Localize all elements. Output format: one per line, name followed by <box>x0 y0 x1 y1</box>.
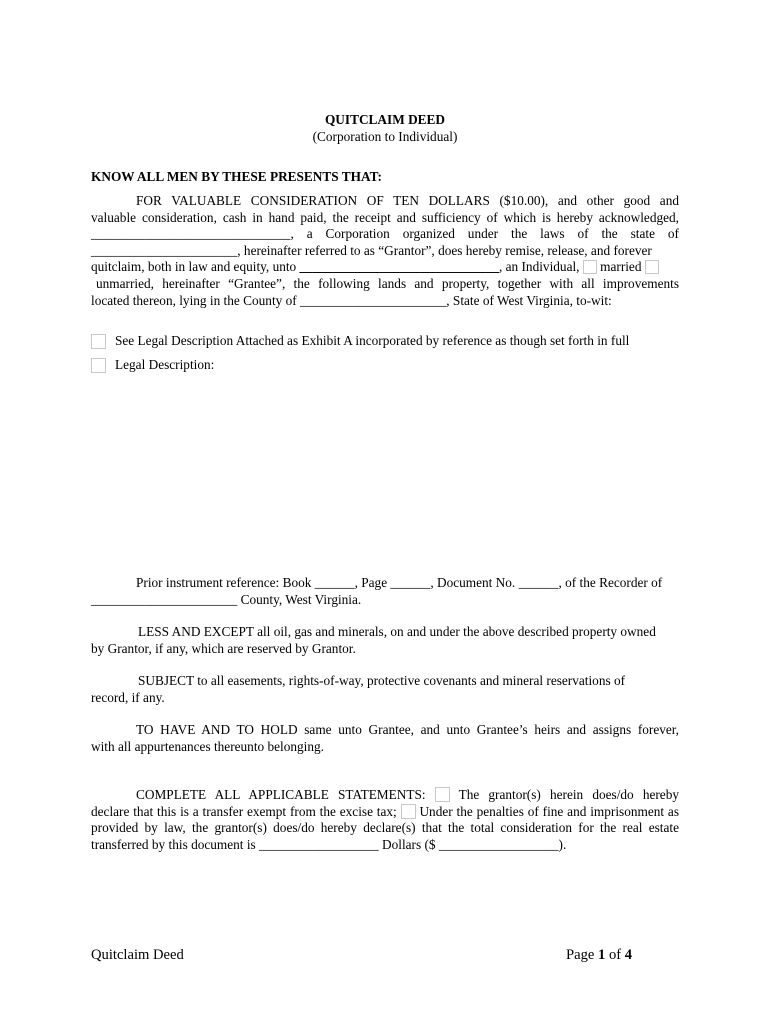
statements-line-4: transferred by this document is __________________ Dollars ($ __________________). <box>91 836 567 852</box>
prior-reference-paragraph <box>91 575 679 608</box>
exempt-checkbox[interactable] <box>435 787 450 802</box>
married-label: married <box>600 259 642 275</box>
unmarried-checkbox[interactable] <box>645 260 659 274</box>
consideration-line-1: FOR VALUABLE CONSIDERATION OF TEN DOLLARS ($10.00), and other good and <box>136 193 679 208</box>
consideration-line-4: ______________________, hereinafter referred to as “Grantor”, does hereby remise, release, and forever <box>91 242 652 258</box>
grantee-name-blank[interactable]: ______________________________ <box>299 259 499 275</box>
consideration-line-6: unmarried, hereinafter “Grantee”, the following lands and property, together with all improvements <box>96 275 679 291</box>
prior-reference-line-2: ______________________ County, West Virginia. <box>91 591 362 607</box>
married-checkbox[interactable] <box>583 260 597 274</box>
grantor-name-blank[interactable]: ______________________________ <box>91 226 291 242</box>
subject-line-2: record, if any. <box>91 689 165 705</box>
footer-title: Quitclaim Deed <box>91 947 184 963</box>
less-except-line-2: by Grantor, if any, which are reserved by Grantor. <box>91 640 356 656</box>
consideration-line-2: valuable consideration, cash in hand paid, the receipt and sufficiency of which is hereby acknowledged, <box>91 209 679 225</box>
habendum-line-1: TO HAVE AND TO HOLD same unto Grantee, and unto Grantee’s heirs and assigns forever, <box>136 722 679 737</box>
statements-line-1: COMPLETE ALL APPLICABLE STATEMENTS: The grantor(s) herein does/do hereby <box>136 787 680 802</box>
legal-description-option <box>91 357 679 374</box>
consideration-line-7: located thereon, lying in the County of ______________________, State of West Virginia, to-wit: <box>91 292 612 308</box>
habendum-line-2: with all appurtenances thereunto belonging. <box>91 738 324 754</box>
section-heading: KNOW ALL MEN BY THESE PRESENTS THAT: <box>91 169 382 184</box>
exhibit-checkbox[interactable] <box>91 334 106 349</box>
page-number: Page 1 of 4 <box>566 947 633 963</box>
subject-paragraph <box>91 673 679 706</box>
consideration-line-5: quitclaim, both in law and equity, unto ______________________________, an Individual, married <box>91 259 679 276</box>
less-except-paragraph <box>91 624 679 657</box>
statements-line-3: provided by law, the grantor(s) does/do hereby declare(s) that the total consideration for the real estate <box>91 820 679 836</box>
exhibit-label: See Legal Description Attached as Exhibit A incorporated by reference as though set forth in full <box>115 333 630 348</box>
consideration-line-3: ______________________________, a Corporation organized under the laws of the state of <box>91 226 679 242</box>
exhibit-option <box>91 333 679 350</box>
legal-description-label: Legal Description: <box>115 357 215 372</box>
habendum-paragraph <box>91 722 679 755</box>
statements-line-2: declare that this is a transfer exempt from the excise tax; Under the penalties of fine and imprisonment as <box>91 803 679 819</box>
state-blank[interactable]: ______________________ <box>91 242 238 258</box>
subject-line-1: SUBJECT to all easements, rights-of-way, protective covenants and mineral reservations of <box>138 673 626 688</box>
total-pages: 4 <box>624 947 633 963</box>
current-page: 1 <box>598 947 606 963</box>
statements-paragraph <box>91 787 679 853</box>
less-except-line-1: LESS AND EXCEPT all oil, gas and minerals, on and under the above described property owned <box>138 624 656 639</box>
prior-reference-line-1: Prior instrument reference: Book ______, Page ______, Document No. ______, of the Recorder of <box>136 575 663 590</box>
document-subtitle: (Corporation to Individual) <box>312 128 458 144</box>
consideration-paragraph <box>91 193 679 309</box>
document-title: QUITCLAIM DEED <box>324 112 446 127</box>
document-title-block <box>0 112 770 145</box>
legal-description-checkbox[interactable] <box>91 358 106 373</box>
consideration-declared-checkbox[interactable] <box>401 804 416 819</box>
